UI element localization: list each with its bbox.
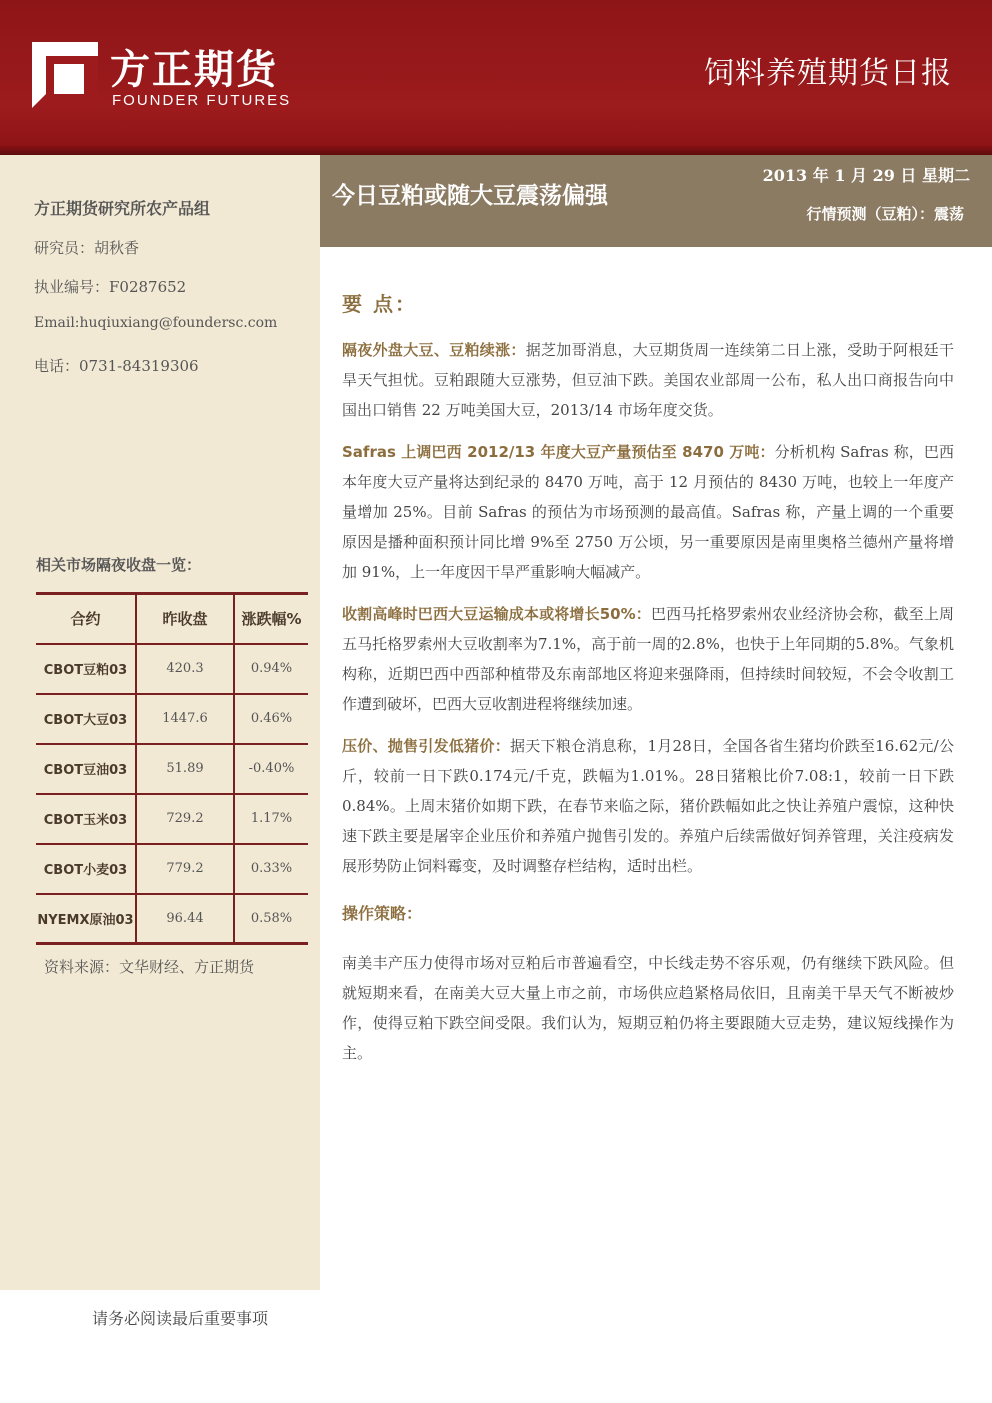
change-cell: 0.94% (234, 644, 308, 694)
close-cell: 729.2 (136, 794, 234, 844)
report-name: 饲料养殖期货日报 (704, 56, 952, 91)
paragraph-text: 据芝加哥消息，大豆期货周一连续第二日上涨，受助于阿根廷干旱天气担忧。豆粕跟随大豆涨势，但豆油下跌。美国农业部周一公布，私人出口商报告向中国出口销售 22 万吨美国大豆，2013/14 市场年度交货。 (342, 341, 954, 419)
paragraph-lead: 收割高峰时巴西大豆运输成本或将增长50%： (342, 605, 651, 623)
strategy-paragraph: 南美丰产压力使得市场对豆粕后市普遍看空，中长线走势不容乐观，仍有继续下跌风险。但就短期来看，在南美大豆大量上市之前，市场供应趋紧格局依旧，且南美干旱天气不断被炒作，使得豆粕下跌空间受限。我们认为，短期豆粕仍将主要跟随大豆走势，建议短线操作为主。 (342, 954, 954, 1062)
table-row (36, 844, 308, 894)
change-cell: -0.40% (234, 744, 308, 794)
researcher-name: 研究员：胡秋香 (34, 239, 140, 257)
report-date: 2013 年 1 月 29 日 星期二 (762, 166, 970, 185)
main-content (342, 280, 954, 1080)
table-row (36, 794, 308, 844)
logo-chinese-name: 方正期货 (110, 47, 278, 93)
research-department: 方正期货研究所农产品组 (34, 199, 211, 218)
close-cell: 1447.6 (136, 694, 234, 744)
title-bar (320, 155, 992, 247)
table-row (36, 694, 308, 744)
table-row (36, 744, 308, 794)
data-source: 资料来源：文华财经、方正期货 (44, 958, 255, 976)
contract-cell: CBOT大豆03 (36, 694, 136, 744)
page-header (0, 0, 992, 155)
email-contact: Email:huqiuxiang@foundersc.com (34, 315, 278, 331)
close-cell: 420.3 (136, 644, 234, 694)
paragraph-lead: 压价、抛售引发低猪价： (342, 737, 510, 755)
paragraph-text: 分析机构 Safras 称，巴西本年度大豆产量将达到纪录的 8470 万吨，高于 12 月预估的 8430 万吨，也较上一年度产量增加 25%。目前 Safras 的预估为市场预测的最高值。Safras 称，产量上调的一个重要原因是播种面积预计同比增 9%至 2750 万公顷，另一重要原因是南里奥格兰德州产量将增加 91%，上一年度因干旱严重影响大幅减产。 (342, 443, 954, 581)
phone-contact: 电话：0731-84319306 (34, 357, 199, 375)
contract-cell: CBOT豆油03 (36, 744, 136, 794)
report-title: 今日豆粕或随大豆震荡偏强 (332, 183, 608, 209)
market-forecast: 行情预测（豆粕）：震荡 (806, 205, 964, 223)
change-cell: 0.46% (234, 694, 308, 744)
change-cell: 0.33% (234, 844, 308, 894)
close-cell: 96.44 (136, 894, 234, 944)
contract-cell: NYEMX原油03 (37, 912, 134, 928)
logo-english-name: FOUNDER FUTURES (112, 92, 292, 109)
market-table-title: 相关市场隔夜收盘一览： (36, 556, 202, 574)
table-row (36, 644, 308, 694)
disclaimer-note: 请务必阅读最后重要事项 (92, 1309, 269, 1328)
paragraph-lead: 隔夜外盘大豆、豆粕续涨： (342, 341, 526, 359)
change-cell: 0.58% (234, 894, 308, 944)
strategy-heading: 操作策略： (342, 904, 423, 923)
close-cell: 51.89 (136, 744, 234, 794)
contract-cell: CBOT小麦03 (36, 844, 136, 894)
header-contract: 合约 (36, 594, 136, 644)
founder-logo-icon (32, 42, 98, 108)
change-cell: 1.17% (234, 794, 308, 844)
paragraph-text: 据天下粮仓消息称，1月28日，全国各省生猪均价跌至16.62元/公斤，较前一日下跌0.174元/千克，跌幅为1.01%。28日猪粮比价7.08:1，较前一日下跌0.84%。上周末猪价如期下跌，在春节来临之际，猪价跌幅如此之快让养殖户震惊，这种快速下跌主要是屠宰企业压价和养殖户抛售引发的。养殖户后续需做好饲养管理，关注疫病发展形势防止饲料霉变，及时调整存栏结构，适时出栏。 (342, 737, 954, 875)
news-paragraph (342, 599, 954, 719)
contract-cell: CBOT玉米03 (36, 794, 136, 844)
contract-cell: CBOT豆粕03 (36, 644, 136, 694)
close-cell: 779.2 (136, 844, 234, 894)
news-paragraph (342, 437, 954, 587)
news-paragraph (342, 335, 954, 425)
header-shadow (0, 145, 992, 155)
table-row (36, 894, 308, 944)
table-header-row (36, 594, 308, 644)
keypoints-heading: 要 点： (342, 292, 417, 316)
paragraph-lead: Safras 上调巴西 2012/13 年度大豆产量预估至 8470 万吨： (342, 443, 775, 461)
news-paragraph (342, 731, 954, 881)
license-number: 执业编号：F0287652 (34, 278, 187, 296)
paragraph-text: 巴西马托格罗索州农业经济协会称，截至上周五马托格罗索州大豆收割率为7.1%，高于前一周的2.8%，也快于上年同期的5.8%。气象机构称，近期巴西中西部种植带及东南部地区将迎来强降雨，但持续时间较短，不会令收割工作遭到破坏，巴西大豆收割进程将继续加速。 (342, 605, 954, 713)
header-change: 涨跌幅% (234, 594, 308, 644)
overnight-market-table (36, 592, 308, 945)
header-close: 昨收盘 (136, 594, 234, 644)
